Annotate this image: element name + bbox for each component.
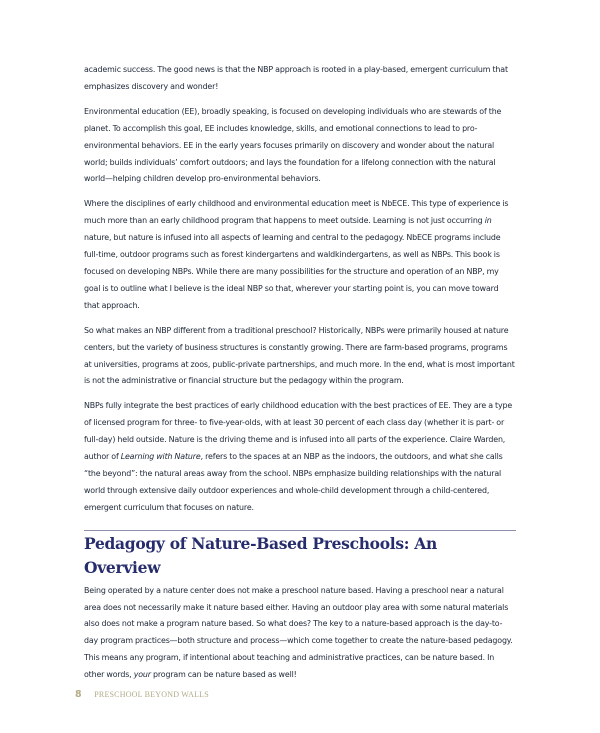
paragraph-academic-success: academic success. The good news is that the NBP approach is rooted in a play-based, emergent curriculum that emphasizes discovery and wonder! (84, 65, 508, 91)
paragraph-pedagogy (84, 583, 516, 684)
section-divider (84, 530, 516, 531)
emphasis-text: your (133, 670, 151, 680)
paragraph-text: Where the disciplines of early childhood and environmental education meet is NbECE. This type of experience is much more than an early childhood program that happens to meet outside. Learning is not just occurring (84, 199, 509, 226)
page-number: 8 (75, 689, 82, 700)
paragraph-environmental-education: Environmental education (EE), broadly speaking, is focused on developing individuals who are stewards of the planet. To accomplish this goal, EE includes knowledge, skills, and emotional connections to lead to pro-environmental behaviors. EE in the early years focuses primarily on discovery and wonder about the natural world; builds individuals’ comfort outdoors; and lays the foundation for a lifelong connection with the natural world—helping children develop pro-environmental behaviors. (84, 106, 502, 184)
paragraph-nbp-difference: So what makes an NBP different from a traditional preschool? Historically, NBPs were primarily housed at nature centers, but the variety of business structures is constantly growing. There are farm-based programs, programs at universities, programs at zoos, public-private partnerships, and much more. In the end, what is most important is not the administrative or financial structure but the pedagogy within the program. (84, 325, 515, 386)
book-title-emphasis: Learning with Nature (120, 452, 201, 462)
paragraph-text: Being operated by a nature center does not make a preschool nature based. Having a preschool near a natural area does not necessarily make it nature based either. Having an outdoor play area with some natural materials also does not make a program nature based. So what does? The key to a nature-based approach is the day-to-day program practices—both structure and process—which come together to create the nature-based pedagogy. This means any program, if intentional about teaching and administrative practices, can be nature based. In other words, (84, 585, 513, 680)
emphasis-text: in (484, 216, 492, 226)
paragraph-text: , refers to the spaces at an NBP as the indoors, the outdoors, and what she calls “the beyond”: the natural areas away from the school. NBPs emphasize building relationships with the natural world through extensive daily outdoor experiences and whole-child development through a child-centered, emergent curriculum that focuses on nature. (84, 452, 503, 512)
page-footer (75, 689, 209, 700)
paragraph-text: NBPs fully integrate the best practices of early childhood education with the best practices of EE. They are a type of licensed program for three- to five-year-olds, with at least 30 percent of each class day (whether it is part- or full-day) held outside. Nature is the driving theme and is infused into all parts of the experience. Claire Warden, author of (84, 401, 513, 462)
page-content (84, 62, 516, 692)
section-heading: Pedagogy of Nature-Based Preschools: An Overview (84, 533, 437, 577)
paragraph-text: program can be nature based as well! (150, 670, 297, 680)
paragraph-text: nature, but nature is infused into all aspects of learning and central to the pedagogy. NbECE programs include full-time, outdoor programs such as forest kindergartens and waldkindergartens, as well as NBPs. This book is focused on developing NBPs. While there are many possibilities for the structure and operation of an NBP, my goal is to outline what I believe is the ideal NBP so that, wherever your starting point is, you can move toward that approach. (84, 233, 501, 310)
paragraph-nbece (84, 196, 516, 314)
paragraph-nbp-integration (84, 398, 516, 516)
running-title: PRESCHOOL BEYOND WALLS (94, 690, 209, 699)
